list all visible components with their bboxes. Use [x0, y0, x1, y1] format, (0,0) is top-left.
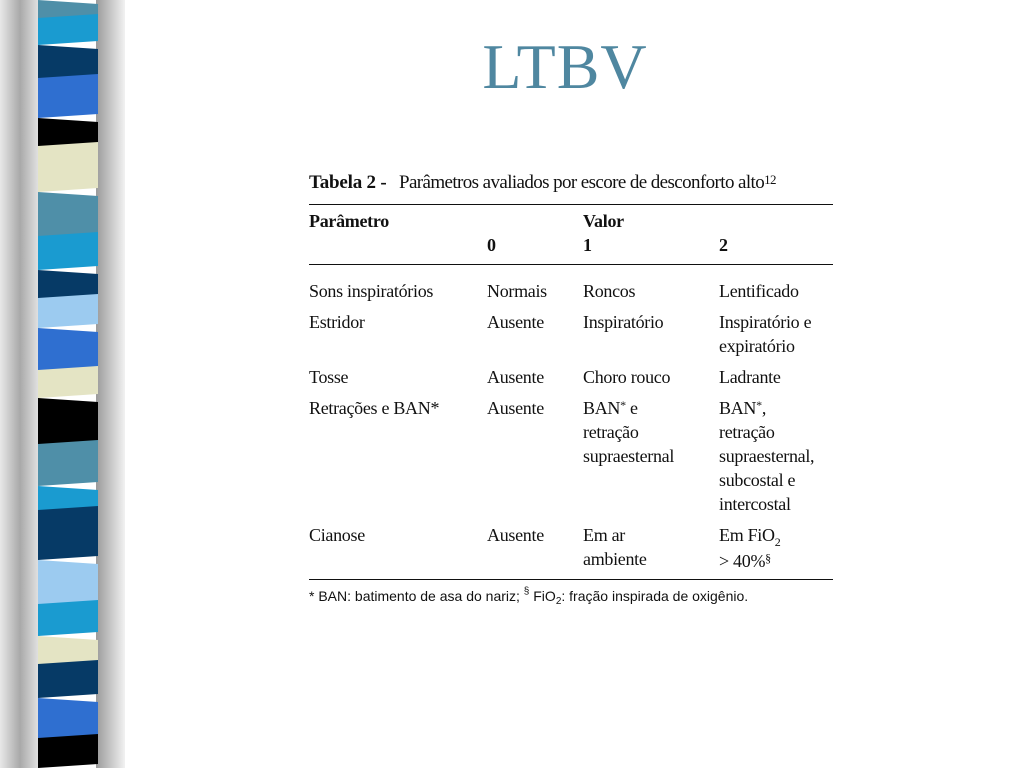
table-row: [309, 279, 833, 303]
row-value-2: Em FiO$_2$ > 40%§: [719, 525, 781, 571]
table-footnote: * BAN: batimento de asa do nariz; § FiO$_2$: fração inspirada de oxigênio.: [309, 586, 749, 607]
row-param: Estridor: [309, 312, 365, 332]
row-value-1: Choro rouco: [583, 367, 671, 387]
header-row: [309, 205, 833, 233]
row-value-0: Ausente: [487, 367, 544, 387]
stripe-band: [38, 600, 98, 636]
row-value-1: BAN* e retração supraesternal: [583, 398, 675, 466]
parameters-table: [309, 205, 833, 579]
row-value-0: Ausente: [487, 312, 544, 332]
header-score-2: 2: [719, 235, 728, 255]
stripe-band: [38, 74, 98, 118]
header-scores-row: [309, 233, 833, 257]
slide-title: LTBV: [482, 31, 648, 102]
caption-text: Parâmetros avaliados por escore de desconforto alto: [399, 172, 765, 193]
row-value-1: Em ar ambiente: [583, 525, 647, 569]
stripe-band: [38, 366, 98, 398]
row-value-2: BAN*, retração supraesternal, subcostal e intercostal: [719, 398, 815, 514]
row-value-1: Roncos: [583, 281, 636, 301]
row-value-0: Ausente: [487, 398, 544, 418]
row-value-0: Ausente: [487, 525, 544, 545]
row-param: Retrações e BAN*: [309, 398, 440, 418]
row-param: Tosse: [309, 367, 349, 387]
row-value-0: Normais: [487, 281, 547, 301]
row-param: Sons inspiratórios: [309, 281, 434, 301]
stripe-band: [38, 232, 98, 270]
decorative-stripe-bar: [0, 0, 125, 768]
header-valor: Valor: [583, 211, 624, 231]
stripe-band: [38, 142, 98, 192]
caption-label: Tabela 2 -: [309, 172, 387, 193]
table-row: [309, 523, 833, 573]
stripe-band: [38, 734, 98, 768]
table-caption: [309, 170, 833, 196]
stripe-band: [38, 506, 98, 560]
table-row: [309, 396, 833, 516]
header-score-0: 0: [487, 235, 496, 255]
caption-reference: 12: [764, 172, 776, 187]
table-row: [309, 365, 833, 389]
stripe-band: [38, 398, 98, 448]
row-value-2: Ladrante: [719, 367, 781, 387]
stripe-band: [38, 660, 98, 698]
row-param: Cianose: [309, 525, 365, 545]
row-value-2: Lentificado: [719, 281, 799, 301]
table-row: [309, 310, 833, 358]
header-parametro: Parâmetro: [309, 211, 389, 231]
stripe-band: [38, 14, 98, 45]
stripe-band: [38, 294, 98, 328]
score-table: [309, 170, 833, 607]
header-score-1: 1: [583, 235, 592, 255]
stripe-band: [38, 440, 98, 486]
row-value-2: Inspiratório e expiratório: [719, 312, 812, 356]
row-value-1: Inspiratório: [583, 312, 664, 332]
